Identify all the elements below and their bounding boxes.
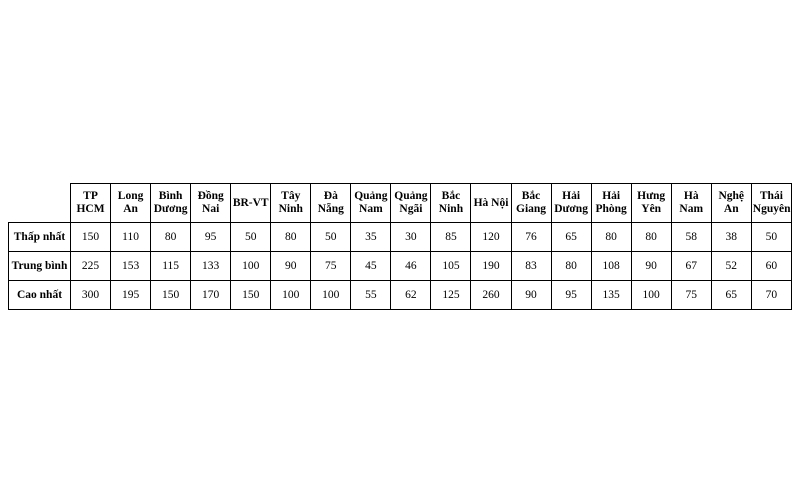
- table-cell: 108: [591, 252, 631, 281]
- table-cell: 80: [271, 223, 311, 252]
- table-cell: 80: [591, 223, 631, 252]
- table-cell: 83: [511, 252, 551, 281]
- column-header: Hà Nam: [671, 184, 711, 223]
- table-cell: 190: [471, 252, 511, 281]
- column-header: BR-VT: [231, 184, 271, 223]
- table-cell: 115: [151, 252, 191, 281]
- column-header: Bình Dương: [151, 184, 191, 223]
- table-cell: 75: [671, 281, 711, 310]
- column-header: Bắc Giang: [511, 184, 551, 223]
- table-cell: 133: [191, 252, 231, 281]
- table-cell: 300: [71, 281, 111, 310]
- table-cell: 150: [71, 223, 111, 252]
- table-cell: 65: [711, 281, 751, 310]
- table-cell: 90: [511, 281, 551, 310]
- table-cell: 153: [111, 252, 151, 281]
- column-header: Hà Nội: [471, 184, 511, 223]
- table-row: [9, 252, 792, 281]
- table-body: [9, 223, 792, 310]
- table-cell: 95: [191, 223, 231, 252]
- table-cell: 85: [431, 223, 471, 252]
- table-cell: 70: [751, 281, 791, 310]
- table-cell: 225: [71, 252, 111, 281]
- table-cell: 55: [351, 281, 391, 310]
- column-header: Hải Phòng: [591, 184, 631, 223]
- table-cell: 52: [711, 252, 751, 281]
- table-cell: 35: [351, 223, 391, 252]
- column-header: Long An: [111, 184, 151, 223]
- table-cell: 80: [151, 223, 191, 252]
- table-cell: 170: [191, 281, 231, 310]
- table-cell: 50: [751, 223, 791, 252]
- table-cell: 76: [511, 223, 551, 252]
- table-cell: 150: [151, 281, 191, 310]
- table-cell: 90: [631, 252, 671, 281]
- table-cell: 135: [591, 281, 631, 310]
- column-header: TP HCM: [71, 184, 111, 223]
- table-cell: 195: [111, 281, 151, 310]
- column-header: Hưng Yên: [631, 184, 671, 223]
- table-cell: 100: [311, 281, 351, 310]
- table-cell: 60: [751, 252, 791, 281]
- table-cell: 50: [231, 223, 271, 252]
- table-cell: 58: [671, 223, 711, 252]
- table-cell: 46: [391, 252, 431, 281]
- table-cell: 120: [471, 223, 511, 252]
- table-cell: 100: [631, 281, 671, 310]
- table-cell: 30: [391, 223, 431, 252]
- table-cell: 110: [111, 223, 151, 252]
- row-header: Cao nhất: [9, 281, 71, 310]
- table-row: [9, 223, 792, 252]
- table-cell: 100: [271, 281, 311, 310]
- row-header: Trung bình: [9, 252, 71, 281]
- table-cell: 150: [231, 281, 271, 310]
- data-table: [8, 183, 792, 310]
- table-cell: 65: [551, 223, 591, 252]
- column-header: Tây Ninh: [271, 184, 311, 223]
- table-cell: 80: [551, 252, 591, 281]
- table-cell: 75: [311, 252, 351, 281]
- table-header: [9, 184, 792, 223]
- table-cell: 90: [271, 252, 311, 281]
- column-header: Đồng Nai: [191, 184, 231, 223]
- table-cell: 45: [351, 252, 391, 281]
- table-cell: 50: [311, 223, 351, 252]
- column-header: Thái Nguyên: [751, 184, 791, 223]
- column-header: Bắc Ninh: [431, 184, 471, 223]
- row-header: Thấp nhất: [9, 223, 71, 252]
- column-header: Hải Dương: [551, 184, 591, 223]
- table-cell: 260: [471, 281, 511, 310]
- column-header: Quảng Ngãi: [391, 184, 431, 223]
- data-table-container: [8, 183, 792, 310]
- table-cell: 67: [671, 252, 711, 281]
- column-header: Nghệ An: [711, 184, 751, 223]
- table-cell: 62: [391, 281, 431, 310]
- table-row: [9, 281, 792, 310]
- table-cell: 38: [711, 223, 751, 252]
- header-row: [9, 184, 792, 223]
- column-header: Quảng Nam: [351, 184, 391, 223]
- table-corner-cell: [9, 184, 71, 223]
- table-cell: 105: [431, 252, 471, 281]
- table-cell: 125: [431, 281, 471, 310]
- table-cell: 95: [551, 281, 591, 310]
- column-header: Đà Nẵng: [311, 184, 351, 223]
- table-cell: 100: [231, 252, 271, 281]
- table-cell: 80: [631, 223, 671, 252]
